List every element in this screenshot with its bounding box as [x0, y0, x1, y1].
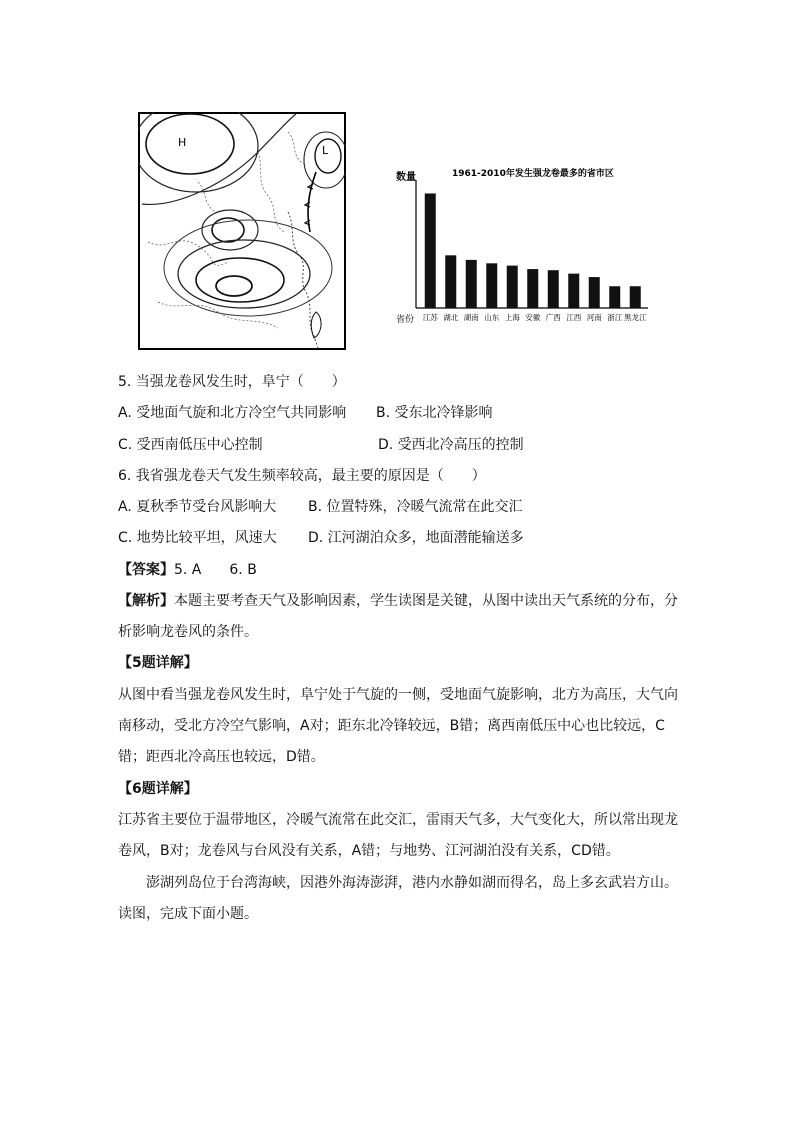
q6-option-a: A. 夏秋季节受台风影响大 [118, 499, 277, 515]
bar-安徽 [527, 269, 538, 308]
detail5-line-2: 南移动，受北方冷空气影响，A对；距东北冷锋较远，B错；离西南低压中心也比较远，C [118, 718, 665, 734]
chart-title: 1961-2010年发生强龙卷最多的省市区 [452, 169, 614, 179]
bar-湖北 [445, 255, 456, 308]
bar-江苏 [425, 193, 436, 308]
tick-label-黑龙江: 黑龙江 [624, 313, 647, 322]
q6-option-d: D. 江河湖泊众多，地面潜能输送多 [308, 530, 524, 546]
analysis-text-2: 析影响龙卷风的条件。 [118, 624, 258, 640]
tick-label-广西: 广西 [545, 313, 561, 322]
tick-label-安徽: 安徽 [525, 313, 541, 322]
analysis-tag: 【解析】 [118, 593, 174, 609]
q6-option-c: C. 地势比较平坦，风速大 [118, 530, 277, 546]
next-passage-line-1: 澎湖列岛位于台湾海峡，因港外海涛澎湃，港内水静如湖而得名，岛上多玄武岩方山。 [146, 875, 678, 891]
detail5-line-3: 错；距西北冷高压也较远，D错。 [118, 749, 325, 765]
tornado-bar-chart [390, 160, 670, 328]
detail6-tag: 【6题详解】 [118, 781, 198, 797]
analysis-text-1: 本题主要考查天气及影响因素，学生读图是关键，从图中读出天气系统的分布，分 [174, 593, 678, 609]
chart-y-label: 数量 [396, 172, 416, 183]
q5-option-c: C. 受西南低压中心控制 [118, 437, 263, 453]
tick-label-山东: 山东 [484, 313, 500, 322]
answer-tag: 【答案】 [118, 562, 174, 578]
answer-text: 5. A 6. B [174, 562, 257, 578]
detail6-line-1: 江苏省主要位于温带地区，冷暖气流常在此交汇，雷雨天气多，大气变化大，所以常出现龙 [118, 812, 678, 828]
q5-option-a: A. 受地面气旋和北方冷空气共同影响 [118, 405, 347, 421]
q5-stem: 5. 当强龙卷风发生时，阜宁（ ） [118, 374, 346, 390]
bar-广西 [548, 270, 559, 308]
bar-江西 [568, 274, 579, 308]
tick-label-江西: 江西 [566, 313, 582, 322]
q6-option-b: B. 位置特殊，冷暖气流常在此交汇 [308, 499, 523, 515]
detail5-tag: 【5题详解】 [118, 655, 198, 671]
detail5-line-1: 从图中看当强龙卷风发生时，阜宁处于气旋的一侧，受地面气旋影响，北方为高压，大气向 [118, 687, 678, 703]
answer-line [118, 561, 257, 579]
analysis-line-1 [118, 592, 678, 610]
bar-黑龙江 [630, 286, 641, 308]
weather-map [138, 112, 346, 350]
bar-湖南 [466, 260, 477, 308]
q5-option-d: D. 受西北冷高压的控制 [378, 437, 524, 453]
q5-option-b: B. 受东北冷锋影响 [376, 405, 493, 421]
tick-label-河南: 河南 [586, 313, 602, 322]
bar-山东 [486, 263, 497, 308]
detail6-line-2: 卷风，B对；龙卷风与台风没有关系，A错；与地势、江河湖泊没有关系，CD错。 [118, 843, 620, 859]
tick-label-湖北: 湖北 [443, 313, 459, 322]
tick-label-湖南: 湖南 [463, 313, 479, 322]
low-pressure-label: L [322, 144, 329, 157]
bar-浙江 [609, 286, 620, 308]
bar-河南 [589, 277, 600, 308]
bar-上海 [507, 266, 518, 308]
q6-stem: 6. 我省强龙卷天气发生频率较高，最主要的原因是（ ） [118, 468, 486, 484]
tick-label-浙江: 浙江 [607, 313, 623, 322]
tick-label-上海: 上海 [504, 313, 520, 322]
next-passage-line-2: 读图，完成下面小题。 [118, 906, 258, 922]
chart-x-label: 省份 [396, 315, 415, 325]
high-pressure-label: H [178, 136, 187, 149]
tick-label-江苏: 江苏 [422, 313, 438, 322]
